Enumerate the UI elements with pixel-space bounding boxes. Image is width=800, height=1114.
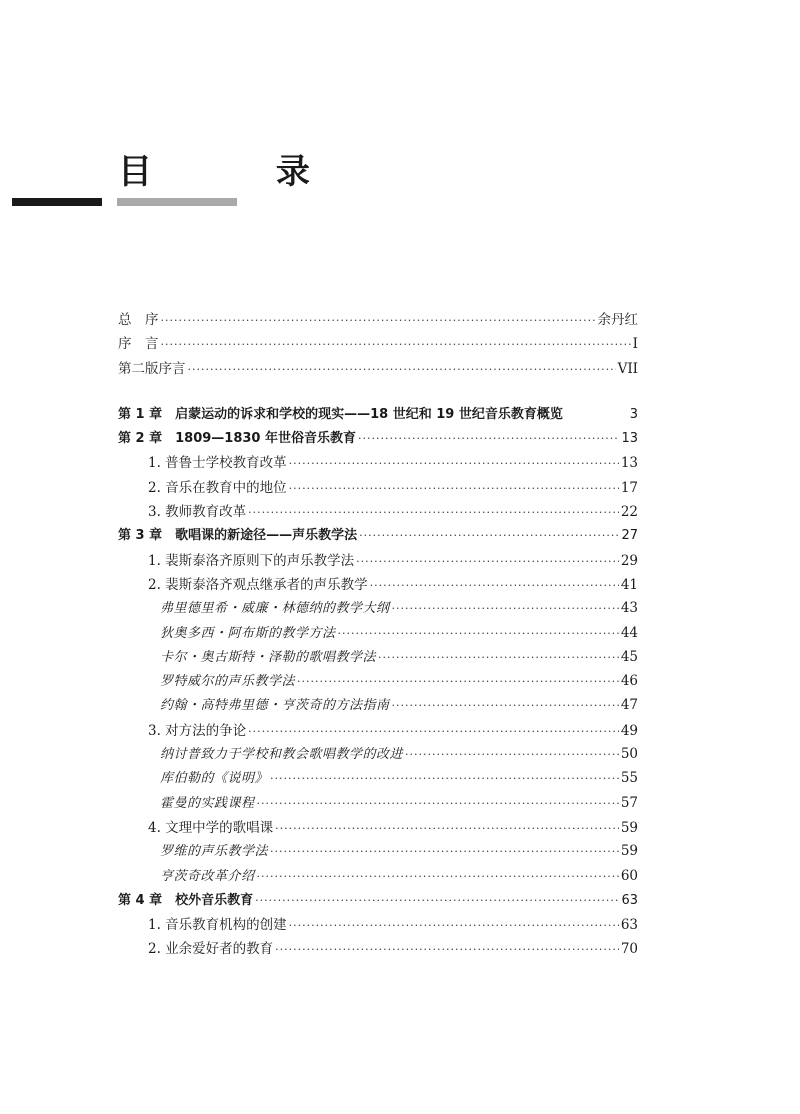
toc-chapter-entry[interactable]: [118, 403, 638, 427]
toc-entry-page: 43: [620, 600, 638, 617]
leader-dots: [257, 870, 619, 883]
toc-entry-page: I: [632, 336, 638, 353]
toc-entry-page: 59: [620, 843, 638, 860]
toc-entry-page: 63: [621, 892, 638, 908]
title-rule-gray: [117, 198, 237, 206]
toc-entry-page: 13: [620, 455, 638, 472]
toc-section-entry[interactable]: [118, 549, 638, 573]
toc-entry-label: 总 序: [118, 312, 159, 328]
toc-entry-second-edition-preface[interactable]: [118, 357, 638, 381]
page-title: 目 录: [118, 152, 366, 192]
toc-entry-page: 60: [620, 867, 638, 884]
toc-entry-page: 45: [620, 648, 638, 665]
toc-entry-page: 余丹红: [597, 312, 638, 328]
leader-dots: [297, 675, 619, 688]
leader-dots: [257, 797, 619, 810]
toc-entry-label: 1. 普鲁士学校教育改革: [148, 455, 287, 472]
toc-entry-page: 57: [620, 794, 638, 811]
leader-dots: [270, 772, 619, 785]
toc-entry-page: 50: [620, 746, 638, 763]
toc-entry-preface[interactable]: [118, 332, 638, 356]
toc-entry-page: 63: [620, 917, 638, 934]
toc-section-entry[interactable]: [118, 913, 638, 937]
leader-dots: [275, 943, 619, 956]
leader-dots: [289, 482, 619, 495]
toc-section-entry[interactable]: [118, 816, 638, 840]
toc-entry-label: 卡尔・奥古斯特・泽勒的歌唱教学法: [160, 649, 377, 665]
toc-entry-page: 17: [620, 479, 638, 496]
toc-section-entry[interactable]: [118, 937, 638, 961]
toc-entry-page: 47: [620, 697, 638, 714]
toc-entry-label: 霍曼的实践课程: [160, 795, 255, 811]
toc-entry-label: 3. 对方法的争论: [148, 722, 247, 739]
leader-dots: [359, 529, 619, 542]
toc-subsection-entry[interactable]: [118, 646, 638, 670]
toc-entry-label: 罗维的声乐教学法: [160, 844, 269, 860]
section-gap: [118, 381, 638, 403]
toc-subsection-entry[interactable]: [118, 694, 638, 718]
leader-dots: [255, 894, 619, 907]
toc-entry-page: 55: [620, 770, 638, 787]
toc-entry-page: 46: [620, 673, 638, 690]
leader-dots: [248, 506, 619, 519]
toc-entry-label: 库伯勒的《说明》: [160, 771, 269, 787]
toc-entry-page: 41: [620, 576, 638, 593]
toc-entry-label: 1. 裴斯泰洛齐原则下的声乐教学法: [148, 552, 355, 569]
toc-subsection-entry[interactable]: [118, 622, 638, 646]
toc-entry-label: 第 1 章 启蒙运动的诉求和学校的现实——18 世纪和 19 世纪音乐教育概览: [118, 406, 563, 422]
toc-entry-label: 约翰・高特弗里德・亨茨奇的方法指南: [160, 698, 390, 714]
toc-entry-page: 59: [620, 819, 638, 836]
toc-entry-label: 罗特威尔的声乐教学法: [160, 674, 296, 690]
leader-dots: [289, 457, 619, 470]
toc-entry-label: 第 4 章 校外音乐教育: [118, 892, 254, 908]
toc-entries: [118, 403, 638, 962]
leader-dots: [188, 363, 616, 376]
toc-entry-label: 第 2 章 1809—1830 年世俗音乐教育: [118, 431, 356, 447]
toc-entry-label: 狄奥多西・阿布斯的教学方法: [160, 625, 336, 641]
toc-entry-page: 29: [620, 552, 638, 569]
toc-subsection-entry[interactable]: [118, 792, 638, 816]
leader-dots: [370, 579, 619, 592]
toc-entry-label: 3. 教师教育改革: [148, 504, 247, 521]
toc-subsection-entry[interactable]: [118, 597, 638, 621]
leader-dots: [356, 555, 619, 568]
toc-chapter-entry[interactable]: [118, 889, 638, 913]
toc-section-entry[interactable]: [118, 451, 638, 475]
toc-entry-page: 27: [621, 528, 638, 544]
toc-entry-label: 1. 音乐教育机构的创建: [148, 917, 287, 934]
toc-subsection-entry[interactable]: [118, 865, 638, 889]
toc-entry-label: 弗里德里希・威廉・林德纳的教学大纲: [160, 601, 390, 617]
leader-dots: [275, 822, 619, 835]
toc-chapter-entry[interactable]: [118, 524, 638, 548]
leader-dots: [338, 627, 619, 640]
toc-entry-page: 70: [620, 941, 638, 958]
toc-entry-label: 2. 裴斯泰洛齐观点继承者的声乐教学: [148, 576, 368, 593]
toc-entry-page: 13: [621, 431, 638, 447]
leader-dots: [270, 845, 619, 858]
toc-entry-page: 3: [629, 406, 638, 422]
toc-section-entry[interactable]: [118, 573, 638, 597]
toc-section-entry[interactable]: [118, 500, 638, 524]
toc-subsection-entry[interactable]: [118, 743, 638, 767]
toc-entry-label: 4. 文理中学的歌唱课: [148, 819, 274, 836]
toc-entry-page: VII: [617, 360, 638, 377]
toc-subsection-entry[interactable]: [118, 767, 638, 791]
leader-dots: [289, 919, 619, 932]
toc-entry-label: 第 3 章 歌唱课的新途径——声乐教学法: [118, 528, 358, 544]
toc-entry-label: 2. 业余爱好者的教育: [148, 941, 274, 958]
leader-dots: [358, 432, 619, 445]
table-of-contents: [118, 308, 638, 962]
leader-dots: [161, 338, 631, 351]
toc-entry-page: 44: [620, 624, 638, 641]
leader-dots: [405, 748, 619, 761]
leader-dots: [248, 725, 619, 738]
toc-subsection-entry[interactable]: [118, 840, 638, 864]
toc-entry-label: 亨茨奇改革介绍: [160, 868, 255, 884]
toc-entry-label: 第二版序言: [118, 360, 186, 377]
toc-entry-page: 49: [620, 722, 638, 739]
toc-entry-label: 2. 音乐在教育中的地位: [148, 479, 287, 496]
toc-entry-label: 纳讨普致力于学校和教会歌唱教学的改进: [160, 747, 404, 763]
toc-chapter-entry[interactable]: [118, 427, 638, 451]
toc-entry-general-preface[interactable]: [118, 308, 638, 332]
toc-subsection-entry[interactable]: [118, 670, 638, 694]
leader-dots: [161, 314, 596, 327]
toc-entry-label: 序 言: [118, 336, 159, 353]
leader-dots: [392, 602, 619, 615]
title-rule-dark: [12, 198, 102, 206]
leader-dots: [378, 651, 619, 664]
toc-section-entry[interactable]: [118, 719, 638, 743]
leader-dots: [392, 699, 619, 712]
toc-entry-page: 22: [620, 504, 638, 521]
toc-section-entry[interactable]: [118, 476, 638, 500]
